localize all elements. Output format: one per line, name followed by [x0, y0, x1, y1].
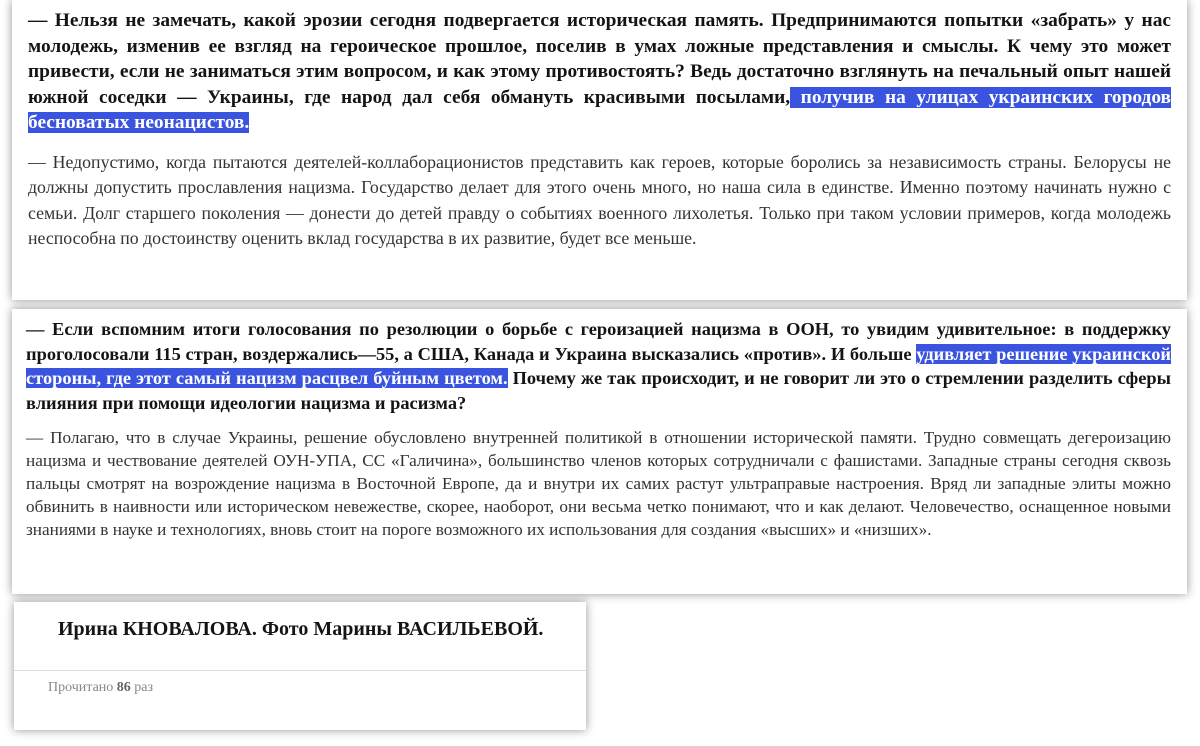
views-count: 86: [116, 680, 131, 695]
views-label: Прочитано: [48, 680, 114, 695]
question-2: [26, 317, 1171, 415]
question-1-highlight[interactable]: получив на улицах украинских городов бесноватых неонацистов.: [28, 86, 1172, 133]
answer-2: — Полагаю, что в случае Украины, решение обусловлено внутренней политикой в отношении исторической памяти. Трудно совмещать дегероизацию нацизма и чествование деятелей ОУН-УПА, СС «Галичина», большинство членов которых сотрудничали с фашистами. Западные страны сегодня сквозь пальцы смотрят на возрождение нацизма в Восточной Европе, да и внутри их самих растут ультраправые настроения. Вряд ли западные элиты можно обвинить в наивности или историческом невежестве, скорее, наоборот, они весьма четко понимают, что и как делают. Человечество, оснащенное новыми знаниями в науке и технологиях, вновь стоит на пороге возможного их использования для создания «высших» и «низших».: [26, 428, 1171, 539]
author-signature: Ирина КНОВАЛОВА. Фото Марины ВАСИЛЬЕВОЙ.: [58, 618, 544, 640]
question-1-text: — Нельзя не замечать, какой эрозии сегодня подвергается историческая память. Предпринимаются попытки «забрать» у нас молодежь, изменив ее взгляд на героическое прошлое, поселив в умах ложные представления и смыслы. К чему это может привести, если не заниматься этим вопросом, и как этому противостоять? Ведь достаточно взглянуть на печальный опыт нашей южной соседки — Украины, где народ дал себя обмануть красивыми посылами,: [28, 10, 1171, 108]
question-2-text-after: Почему же так происходит, и не говорит ли это о стремлении разделить сферы влияния при помощи идеологии нацизма и расизма?: [26, 368, 1171, 413]
views-unit: раз: [134, 680, 154, 695]
view-counter: [48, 680, 153, 696]
question-2-highlight[interactable]: удивляет решение украинской стороны, где этот самый нацизм расцвел буйным цветом.: [26, 343, 1172, 388]
divider: [14, 670, 586, 671]
cropped-next-line: [28, 287, 1168, 300]
article-snippet-1: [12, 0, 1187, 300]
article-snippet-2: [12, 309, 1187, 594]
question-2-text: — Если вспомним итоги голосования по резолюции о борьбе с героизацией нацизма в ООН, то увидим удивительное: в поддержку проголосовали 115 стран, воздержались—55, а США, Канада и Украина высказались «против». И больше: [26, 319, 1171, 364]
question-1: [28, 8, 1171, 136]
answer-1: — Недопустимо, когда пытаются деятелей-коллаборационистов представить как героев, которые боролись за независимость страны. Белорусы не должны допустить прославления нацизма. Государство делает для этого очень много, но наша сила в единстве. Именно поэтому начинать нужно с семьи. Долг старшего поколения — донести до детей правду о событиях военного лихолетья. Только при таком условии примеров, когда молодежь неспособна по достоинству оценить вклад государства в их развитие, будет все меньше.: [28, 151, 1171, 248]
article-footer: [14, 602, 586, 730]
